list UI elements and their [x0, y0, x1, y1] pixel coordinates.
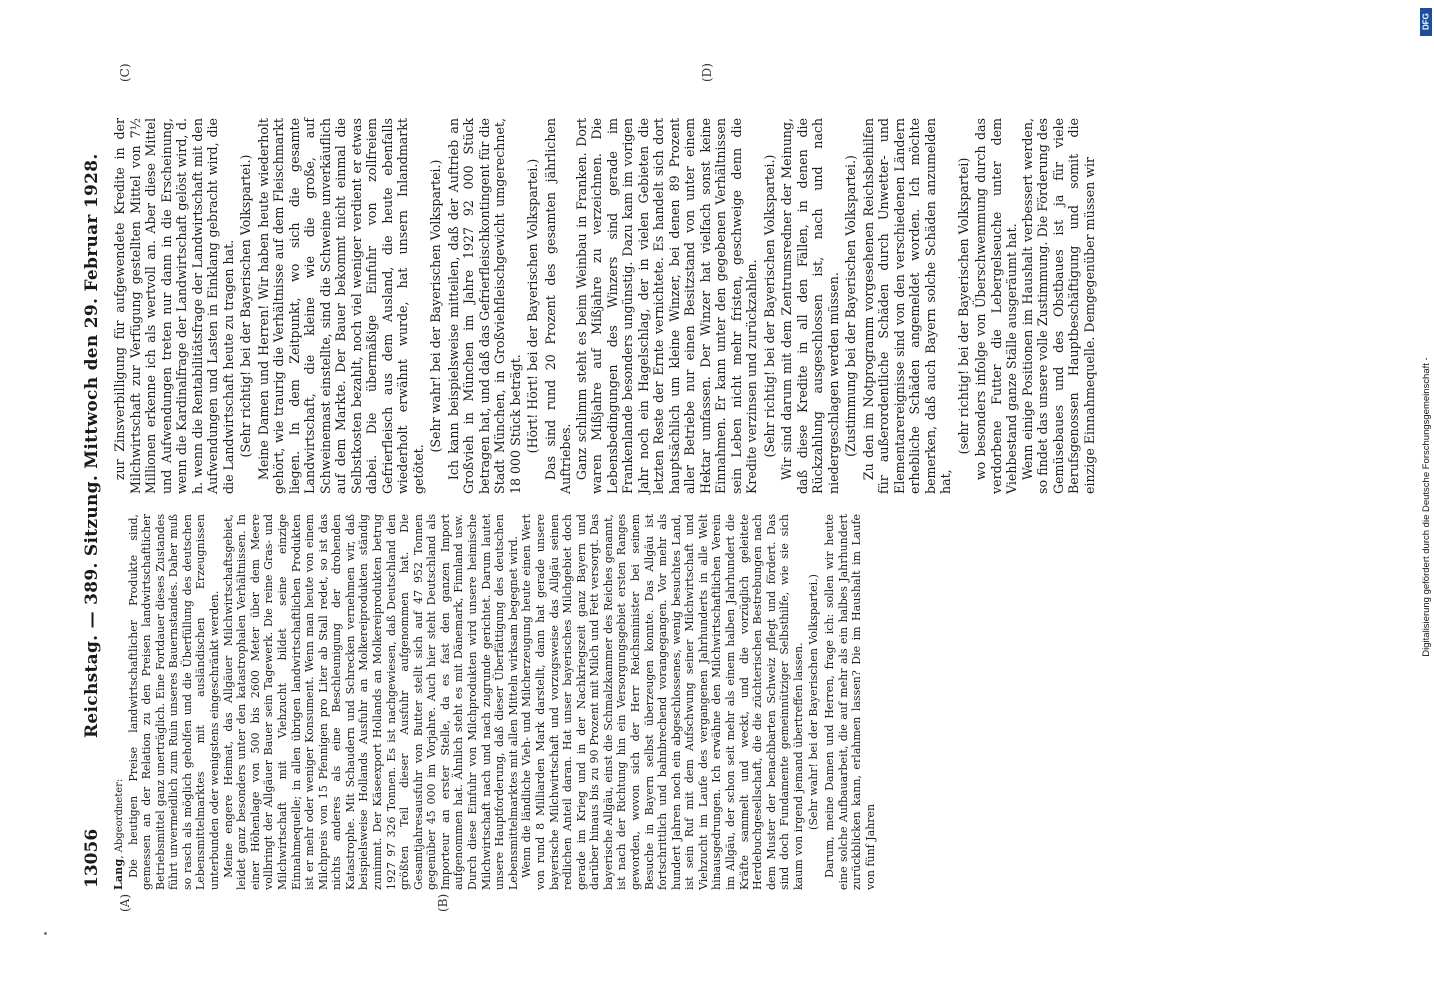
paragraph: Meine engere Heimat, das Allgäuer Milchwirtschaftsgebiet, leidet ganz besonders unter den katastrophalen Verhältnissen. In einer Höhenlage von 500 bis 2600 Meter über dem Meere vollbringt der Allgäuer Bauer sein Tagewerk. Die reine Gras- und Milchwirtschaft mit Viehzucht bildet seine einzige Einnahmequelle; in allen übrigen landwirtschaftlichen Produkten ist er mehr oder weniger Konsument. Wenn man heute von einem Milchpreis von 15 Pfennigen pro Liter ab Stall redet, so ist das nichts anderes als eine Beschleunigung der drohenden Katastrophe. Mit Schaudern und Schrecken vernehmen wir, daß beispielsweise Hollands Ausfuhr an Molkereiprodukten ständig zunimmt. Der Käseexport Hollands an Molkereiprodukten betrug 1927 97 326 Tonnen. Es ist nachgewiesen, daß Deutschland den größten Teil dieser Ausfuhr aufgenommen hat. Die Gesamtjahresausfuhr von Butter stellt sich auf 47 952 Tonnen gegenüber 45 000 im Vorjahre. Auch hier steht Deutschland als Importeur an erster Stelle, da es fast den ganzen Import aufgenommen hat. Ähnlich steht es mit Dänemark, Finnland usw. Durch diese Einfuhr von Milchprodukten wird unsere heimische Milchwirtschaft nach und nach zugrunde gerichtet. Darum lautet unsere Hauptforderung, daß dieser Überfättigung des deutschen Lebensmittelmarktes mit allen Mitteln wirksam begegnet wird. [221, 514, 520, 890]
margin-mark-a: (A) [118, 893, 132, 912]
page-header [78, 88, 108, 888]
paragraph: Die heutigen Preise landwirtschaftlicher Produkte sind, gemessen an der Relation zu den Preisen landwirtschaftlicher Betriebsmittel ganz unerträglich. Eine Fortdauer dieses Zustandes führt unvermeidlich zum Ruin unseres Bauernstandes. Daher muß so rasch als möglich geholfen und die Überfüllung des deutschen Lebensmittelmarktes mit ausländischen Erzeugnissen unterbunden oder wenigstens eingeschränkt werden. [126, 514, 222, 890]
interjection: (Sehr richtig! bei der Bayerischen Volkspartei.) [761, 154, 777, 458]
paragraph: Darum, meine Damen und Herren, frage ich: sollen wir heute eine solche Aufbauarbeit, die auf mehr als ein halbes Jahrhundert zurückblicken kann, erlahmen lassen? Die im Haushalt im Laufe von fünf Jahren [823, 514, 877, 890]
paragraph: Wenn einige Positionen im Haushalt verbessert werden, so findet das unsere volle Zustimmung. Die Förderung des Gemüsebaues und des Obstbaues ist ja für viele Berufsgenossen Hauptbeschäftigung und somit die einzige Einnahmequelle. Demgegenüber müssen wir [1019, 118, 1097, 494]
paragraph: Meine Damen und Herren! Wir haben heute wiederholt gehört, wie traurig die Verhältnisse auf dem Fleischmarkt liegen. In dem Zeitpunkt, wo sich die gesamte Landwirtschaft, die kleine wie die große, auf Schweinemast einstellte, sind die Schweine unverkäuflich auf dem Markte. Der Bauer bekommt nicht einmal die Selbstkosten bezahlt, noch viel weniger verdient er etwas dabei. Die übermäßige Einfuhr von zollfreiem Gefrierfleisch aus dem Ausland, die heute ebenfalls wiederholt erwähnt wurde, hat unsern Inlandmarkt getötet. [255, 118, 426, 494]
left-column [112, 514, 902, 890]
right-column [112, 118, 1142, 494]
paragraph: Zu den im Notprogramm vorgesehenen Reichsbeihilfen für außerordentliche Schäden durch Unwetter- und Elementarereignisse sind von den verschiedenen Ländern erhebliche Schäden angemeldet worden. Ich möchte bemerken, daß auch Bayern solche Schäden anzumelden hat, [860, 118, 953, 494]
paragraph: wo besonders infolge von Überschwemmung durch das verdorbene Futter die Lebergelseuche unter dem Viehbestand ganze Ställe ausgeräumt hat. [973, 118, 1019, 494]
interjection: (Zustimmung bei der Bayerischen Volkspartei.) [843, 155, 858, 457]
paragraph: Wenn die ländliche Vieh- und Milcherzeugung heute einen Wert von rund 8 Milliarden Mark darstellt, dann hat gerade unsere bayerische Milchwirtschaft und vorzugsweise das Allgäu seinen redlichen Anteil daran. Hat unser bayerisches Milchgebiet doch gerade im Krieg und in der Nachkriegszeit ganz Bayern und darüber hinaus bis zu 90 Prozent mit Milch und Fett versorgt. Das bayerische Allgäu, einst die Schmalzkammer des Reiches genannt, ist nach der Richtung hin ein Versorgungsgebiet ersten Ranges geworden, wovon sich der Herr Reichsminister bei seinem Besuche in Bayern selbst überzeugen konnte. Das Allgäu ist fortschrittlich und bahnbrechend vorangegangen. Vor mehr als hundert Jahren noch ein abgeschlossenes, wenig besuchtes Land, ist sein Ruf mit dem Aufschwung seiner Milchwirtschaft und Viehzucht im Laufe des vergangenen Jahrhunderts in alle Welt hinausgedrungen. Ich erwähne den Milchwirtschaftlichen Verein im Allgäu, der schon seit mehr als einem halben Jahrhundert die Kräfte sammelt und weckt, und die vorzüglich geleitete Herdebuchgesellschaft, die die züchterischen Bestrebungen nach dem Muster der benachbarten Schweiz pflegt und fördert. Das sind doch Fundamente gemeinnütziger Selbsthilfe, wie sie sich kaum von irgend jemand übertreffen lassen. [520, 514, 805, 890]
column-divider [112, 503, 1142, 504]
page-title: Reichstag. — 389. Sitzung. Mittwoch den 29. Februar 1928. [82, 153, 102, 738]
dfg-logo: DFG [1420, 8, 1432, 36]
margin-mark-b: (B) [436, 893, 450, 912]
speaker-role: , Abgeordneter: [114, 778, 125, 859]
speaker-line [112, 514, 127, 890]
paragraph: zur Zinsverbilligung für aufgewendete Kredite in der Milchwirtschaft zur Verfügung gestellten Mittel von 7½ Millionen erkenne ich als wertvoll an. Aber diese Mittel und Aufwendungen treten nur dann in die Erscheinung, wenn die Kardinalfrage der Landwirtschaft gelöst wird, d. h. wenn die Rentabilitätsfrage der Landwirtschaft mit den Aufwendungen und Lasten in Einklang gebracht wird, die die Landwirtschaft heute zu tragen hat. [112, 118, 236, 494]
paragraph: Wir sind darum mit dem Zentrumsredner der Meinung, daß diese Kredite in all den Fällen, in denen die Rückzahlung ausgeschlossen ist, nach und nach niedergeschlagen werden müssen. [779, 118, 841, 494]
credit-text: Digitalisierung gefördert durch die Deutsche Forschungsgemeinschaft - [1421, 357, 1432, 657]
interjection: (Sehr richtig! bei der Bayerischen Volkspartei.) [238, 154, 253, 458]
interjection: (Sehr wahr! bei der Bayerischen Volkspartei.) [428, 159, 443, 453]
speaker-name: Lang [112, 858, 125, 890]
margin-mark-c: (C) [118, 63, 132, 82]
margin-mark-d: (D) [700, 63, 714, 82]
interjection: (sehr richtig! bei der Bayerischen Volkspartei) [955, 157, 971, 455]
digitization-credit [1419, 0, 1433, 1000]
page-number: 13056 [82, 828, 102, 888]
paragraph: Ganz schlimm steht es beim Weinbau in Franken. Dort waren Mißjahre auf Mißjahre zu verzeichnen. Die Lebensbedingungen des Winzers sind gerade im Frankenlande besonders ungünstig. Dazu kam im vorigen Jahr noch ein Hagelschlag, der in vielen Gebieten die letzten Reste der Ernte vernichtete. Es handelt sich dort hauptsächlich um kleine Winzer, bei denen 89 Prozent aller Betriebe nur einen Besitzstand von unter einem Hektar umfassen. Der Winzer hat vielfach sonst keine Einnahmen. Er kann unter den gegebenen Verhältnissen sein Leben nicht mehr fristen, geschweige denn die Kredite verzinsen und zurückzahlen. [573, 118, 759, 494]
paragraph: Das sind rund 20 Prozent des gesamten jährlichen Auftriebes. [542, 118, 573, 494]
interjection: (Sehr wahr! bei der Bayerischen Volkspartei.) [807, 574, 821, 830]
interjection: (Hört! Hört! bei der Bayerischen Volkspartei.) [525, 158, 540, 454]
paragraph: Ich kann beispielsweise mitteilen, daß der Auftrieb an Großvieh in München im Jahre 1927 92 000 Stück betragen hat, und daß das Gefrierfleischkontingent für die Stadt München, in Großviehfleischgewicht umgerechnet, 18 000 Stück beträgt. [445, 118, 523, 494]
scan-speck [44, 932, 47, 935]
